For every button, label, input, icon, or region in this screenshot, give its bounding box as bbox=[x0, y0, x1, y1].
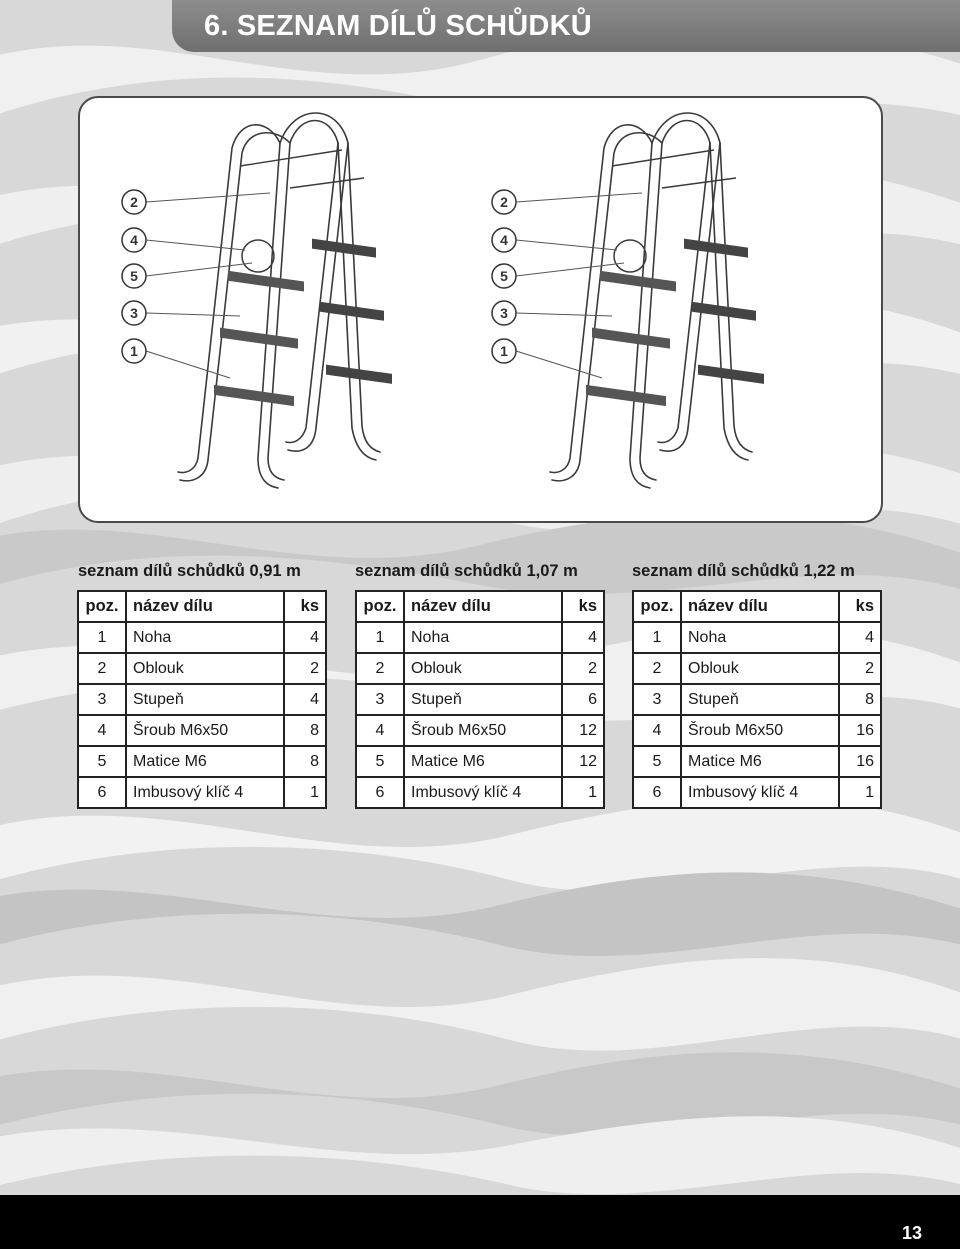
cell-name: Imbusový klíč 4 bbox=[681, 777, 839, 808]
cell-pos: 2 bbox=[78, 653, 126, 684]
cell-name: Noha bbox=[681, 622, 839, 653]
cell-pos: 3 bbox=[633, 684, 681, 715]
table-row bbox=[78, 684, 326, 715]
cell-name: Stupeň bbox=[126, 684, 284, 715]
callout-marker bbox=[492, 190, 516, 214]
cell-name: Imbusový klíč 4 bbox=[404, 777, 562, 808]
cell-pos: 5 bbox=[633, 746, 681, 777]
svg-text:4: 4 bbox=[500, 232, 508, 248]
cell-name: Noha bbox=[404, 622, 562, 653]
cell-name: Šroub M6x50 bbox=[681, 715, 839, 746]
col-header-qty: ks bbox=[562, 591, 604, 622]
cell-pos: 1 bbox=[356, 622, 404, 653]
cell-pos: 4 bbox=[78, 715, 126, 746]
cell-pos: 6 bbox=[633, 777, 681, 808]
cell-qty: 8 bbox=[284, 715, 326, 746]
cell-qty: 2 bbox=[284, 653, 326, 684]
page-title: 6. SEZNAM DÍLŮ SCHŮDKŮ bbox=[204, 10, 592, 42]
table-title-107: seznam dílů schůdků 1,07 m bbox=[355, 562, 578, 580]
table-row bbox=[356, 777, 604, 808]
col-header-name: název dílu bbox=[126, 591, 284, 622]
page-number: 13 bbox=[901, 1223, 922, 1243]
table-header-row bbox=[633, 591, 881, 622]
table-row bbox=[78, 653, 326, 684]
callouts-left bbox=[122, 190, 146, 363]
cell-name: Stupeň bbox=[404, 684, 562, 715]
svg-text:3: 3 bbox=[500, 305, 508, 321]
callout-marker bbox=[122, 339, 146, 363]
table-title-091: seznam dílů schůdků 0,91 m bbox=[78, 562, 301, 580]
table-row bbox=[633, 777, 881, 808]
cell-name: Šroub M6x50 bbox=[126, 715, 284, 746]
cell-pos: 6 bbox=[78, 777, 126, 808]
table-header-row bbox=[78, 591, 326, 622]
page-header bbox=[172, 0, 960, 52]
cell-name: Oblouk bbox=[681, 653, 839, 684]
ladder-diagram bbox=[78, 96, 883, 523]
cell-name: Matice M6 bbox=[404, 746, 562, 777]
cell-name: Stupeň bbox=[681, 684, 839, 715]
cell-name: Imbusový klíč 4 bbox=[126, 777, 284, 808]
cell-qty: 1 bbox=[284, 777, 326, 808]
col-header-qty: ks bbox=[284, 591, 326, 622]
col-header-qty: ks bbox=[839, 591, 881, 622]
table-header-row bbox=[356, 591, 604, 622]
callout-marker bbox=[492, 339, 516, 363]
cell-name: Matice M6 bbox=[126, 746, 284, 777]
parts-table-091 bbox=[77, 590, 327, 809]
cell-pos: 1 bbox=[78, 622, 126, 653]
cell-name: Šroub M6x50 bbox=[404, 715, 562, 746]
cell-name: Noha bbox=[126, 622, 284, 653]
page-footer bbox=[0, 1195, 960, 1249]
col-header-pos: poz. bbox=[633, 591, 681, 622]
table-row bbox=[633, 684, 881, 715]
svg-text:2: 2 bbox=[130, 194, 138, 210]
ladder-drawing-right bbox=[516, 113, 764, 488]
cell-qty: 16 bbox=[839, 746, 881, 777]
parts-table-122 bbox=[632, 590, 882, 809]
cell-name: Oblouk bbox=[126, 653, 284, 684]
svg-text:1: 1 bbox=[130, 343, 138, 359]
table-row bbox=[78, 622, 326, 653]
cell-name: Matice M6 bbox=[681, 746, 839, 777]
ladder-drawing-left bbox=[146, 113, 392, 488]
cell-pos: 2 bbox=[356, 653, 404, 684]
table-row bbox=[356, 746, 604, 777]
cell-qty: 4 bbox=[562, 622, 604, 653]
svg-text:5: 5 bbox=[130, 268, 138, 284]
cell-qty: 6 bbox=[562, 684, 604, 715]
cell-pos: 5 bbox=[356, 746, 404, 777]
table-row bbox=[356, 684, 604, 715]
table-row bbox=[78, 777, 326, 808]
cell-qty: 1 bbox=[839, 777, 881, 808]
col-header-name: název dílu bbox=[404, 591, 562, 622]
cell-pos: 2 bbox=[633, 653, 681, 684]
callout-marker bbox=[492, 301, 516, 325]
callout-marker bbox=[122, 264, 146, 288]
cell-pos: 3 bbox=[356, 684, 404, 715]
cell-qty: 1 bbox=[562, 777, 604, 808]
table-row bbox=[356, 653, 604, 684]
callout-marker bbox=[492, 264, 516, 288]
cell-qty: 2 bbox=[562, 653, 604, 684]
cell-pos: 1 bbox=[633, 622, 681, 653]
cell-qty: 12 bbox=[562, 715, 604, 746]
cell-qty: 4 bbox=[284, 684, 326, 715]
cell-pos: 4 bbox=[356, 715, 404, 746]
cell-pos: 4 bbox=[633, 715, 681, 746]
callout-marker bbox=[122, 190, 146, 214]
cell-qty: 8 bbox=[284, 746, 326, 777]
cell-pos: 6 bbox=[356, 777, 404, 808]
svg-text:4: 4 bbox=[130, 232, 138, 248]
cell-qty: 2 bbox=[839, 653, 881, 684]
table-row bbox=[633, 715, 881, 746]
table-row bbox=[78, 746, 326, 777]
cell-pos: 3 bbox=[78, 684, 126, 715]
svg-text:5: 5 bbox=[500, 268, 508, 284]
table-row bbox=[633, 622, 881, 653]
col-header-name: název dílu bbox=[681, 591, 839, 622]
col-header-pos: poz. bbox=[78, 591, 126, 622]
cell-name: Oblouk bbox=[404, 653, 562, 684]
callouts-right bbox=[492, 190, 516, 363]
svg-text:1: 1 bbox=[500, 343, 508, 359]
col-header-pos: poz. bbox=[356, 591, 404, 622]
table-row bbox=[78, 715, 326, 746]
table-row bbox=[633, 746, 881, 777]
cell-pos: 5 bbox=[78, 746, 126, 777]
svg-text:2: 2 bbox=[500, 194, 508, 210]
table-title-122: seznam dílů schůdků 1,22 m bbox=[632, 562, 855, 580]
cell-qty: 16 bbox=[839, 715, 881, 746]
cell-qty: 12 bbox=[562, 746, 604, 777]
cell-qty: 8 bbox=[839, 684, 881, 715]
callout-marker bbox=[122, 301, 146, 325]
cell-qty: 4 bbox=[284, 622, 326, 653]
svg-text:3: 3 bbox=[130, 305, 138, 321]
callout-marker bbox=[122, 228, 146, 252]
cell-qty: 4 bbox=[839, 622, 881, 653]
parts-table-107 bbox=[355, 590, 605, 809]
table-row bbox=[356, 622, 604, 653]
callout-marker bbox=[492, 228, 516, 252]
table-row bbox=[356, 715, 604, 746]
table-row bbox=[633, 653, 881, 684]
